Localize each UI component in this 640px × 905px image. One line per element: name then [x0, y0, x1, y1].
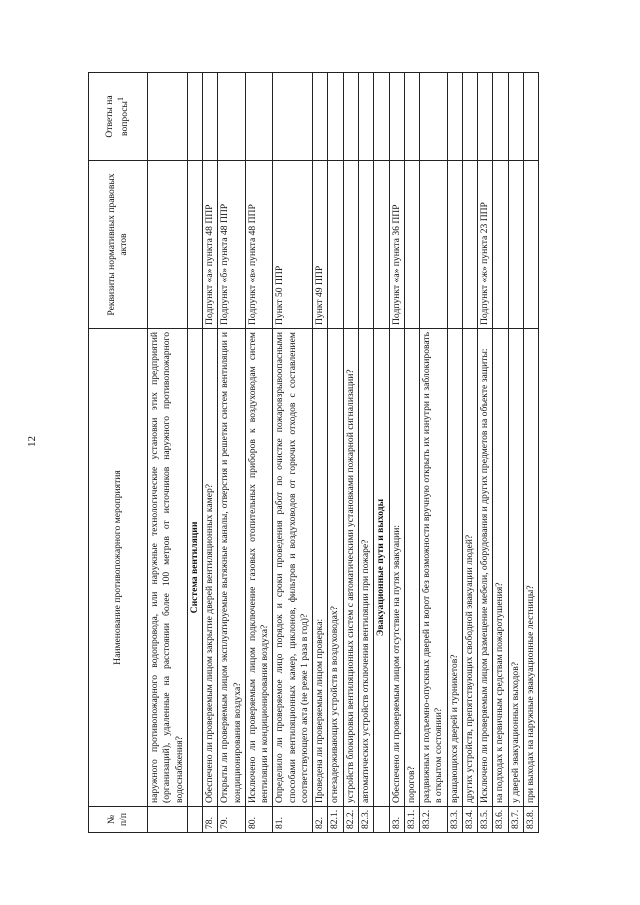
- section-row: [374, 73, 389, 833]
- legal-requisites: [447, 161, 462, 329]
- answer-cell[interactable]: [508, 73, 523, 161]
- header-number: № п/п: [89, 807, 148, 833]
- row-number: 79.: [218, 807, 246, 833]
- legal-requisites: Пункт 49 ППР: [313, 161, 328, 329]
- answer-cell[interactable]: [447, 73, 462, 161]
- answer-cell[interactable]: [313, 73, 328, 161]
- measure-name: Определило ли проверяемое лицо порядок и сроки проведения работ по очистке пожаровзрывоопасными способами вентиляционных камер, циклонов, фильтров и воздуховодов от горючих отходов с составлением соответствующего акта (не реже 1 раза в год)?: [273, 329, 313, 807]
- row-number: 83.7.: [508, 807, 523, 833]
- measure-name: огнезадерживающих устройств в воздуховодах?: [328, 329, 343, 807]
- table-row: [462, 73, 477, 833]
- table-row: [273, 73, 313, 833]
- answer-cell[interactable]: [273, 73, 313, 161]
- section-blank-cell: [374, 807, 389, 833]
- answer-cell[interactable]: [478, 73, 493, 161]
- legal-requisites: [328, 161, 343, 329]
- measure-name: на подходах к первичным средствам пожаротушения?: [493, 329, 508, 807]
- table-row: [389, 73, 404, 833]
- legal-requisites: [508, 161, 523, 329]
- measure-name: Обеспечено ли проверяемым лицом закрытие дверей вентиляционных камер?: [203, 329, 218, 807]
- answer-cell[interactable]: [203, 73, 218, 161]
- section-title: Эвакуационные пути и выходы: [374, 329, 389, 807]
- table-row: [203, 73, 218, 833]
- legal-requisites: Пункт 50 ППР: [273, 161, 313, 329]
- answer-cell[interactable]: [389, 73, 404, 161]
- measure-name: устройств блокировки вентиляционных систем с автоматическими установками пожарной сигнализации?: [343, 329, 358, 807]
- table-row: [358, 73, 373, 833]
- section-blank-cell: [374, 161, 389, 329]
- table-row: [404, 73, 419, 833]
- row-number: 83.3.: [447, 807, 462, 833]
- table-row: [478, 73, 493, 833]
- measure-name: других устройств, препятствующих свободной эвакуации людей?: [462, 329, 477, 807]
- answer-cell[interactable]: [462, 73, 477, 161]
- table-row: [148, 73, 188, 833]
- table-row: [493, 73, 508, 833]
- table-row: [523, 73, 538, 833]
- table-body: [148, 73, 539, 833]
- row-number: 81.: [273, 807, 313, 833]
- answer-cell[interactable]: [358, 73, 373, 161]
- measure-name: автоматических устройств отключения вентиляции при пожаре?: [358, 329, 373, 807]
- row-number: 78.: [203, 807, 218, 833]
- measure-name: при выходах на наружные эвакуационные лестницы?: [523, 329, 538, 807]
- answer-cell[interactable]: [148, 73, 188, 161]
- table-row: [420, 73, 448, 833]
- row-number: 82.1.: [328, 807, 343, 833]
- answer-cell[interactable]: [343, 73, 358, 161]
- measure-name: раздвижных и подъемно-опускных дверей и ворот без возможности вручную открыть их изнутри и заблокировать в открытом состоянии?: [420, 329, 448, 807]
- page-number: 12: [26, 436, 38, 447]
- row-number: 83.2.: [420, 807, 448, 833]
- header-measure-name: Наименование противопожарного мероприятия: [89, 329, 148, 807]
- legal-requisites: [420, 161, 448, 329]
- table-row: [343, 73, 358, 833]
- row-number: [148, 807, 188, 833]
- section-blank-cell: [187, 161, 202, 329]
- row-number: 80.: [245, 807, 273, 833]
- row-number: 82.2.: [343, 807, 358, 833]
- section-blank-cell: [187, 73, 202, 161]
- rotated-checklist-page: [88, 73, 568, 833]
- section-blank-cell: [187, 807, 202, 833]
- legal-requisites: [462, 161, 477, 329]
- answer-cell[interactable]: [218, 73, 246, 161]
- measure-name: наружного противопожарного водопровода, или наружные технологические установки этих предприятий (организаций), удаленные на расстоянии более 100 метров от источников наружного противопожарного водоснабжения?: [148, 329, 188, 807]
- answer-cell[interactable]: [245, 73, 273, 161]
- legal-requisites: [358, 161, 373, 329]
- legal-requisites: Подпункт «б» пункта 48 ППР: [218, 161, 246, 329]
- row-number: 82.: [313, 807, 328, 833]
- measure-name: Проведена ли проверяемым лицом проверка:: [313, 329, 328, 807]
- footnote-marker: 1: [116, 97, 126, 102]
- measure-name: Открыты ли проверяемым лицом эксплуатируемые вытяжные каналы, отверстия и решетки систем вентиляции и кондиционирования воздуха?: [218, 329, 246, 807]
- answer-cell[interactable]: [420, 73, 448, 161]
- header-requisites: Реквизиты нормативных правовых актов: [89, 161, 148, 329]
- legal-requisites: Подпункт «ж» пункта 23 ППР: [478, 161, 493, 329]
- table-row: [313, 73, 328, 833]
- measure-name: порогов?: [404, 329, 419, 807]
- measure-name: у дверей эвакуационных выходов?: [508, 329, 523, 807]
- table-row: [447, 73, 462, 833]
- section-row: [187, 73, 202, 833]
- legal-requisites: [404, 161, 419, 329]
- row-number: 83.5.: [478, 807, 493, 833]
- legal-requisites: [523, 161, 538, 329]
- measure-name: Исключено ли проверяемым лицом подключение газовых отопительных приборов к воздуховодам систем вентиляции и кондиционирования воздуха?: [245, 329, 273, 807]
- legal-requisites: [148, 161, 188, 329]
- table-row: [328, 73, 343, 833]
- row-number: 83.8.: [523, 807, 538, 833]
- answer-cell[interactable]: [523, 73, 538, 161]
- table-header-row: [89, 73, 148, 833]
- row-number: 83.1.: [404, 807, 419, 833]
- legal-requisites: [343, 161, 358, 329]
- legal-requisites: Подпункт «а» пункта 48 ППР: [203, 161, 218, 329]
- measure-name: вращающихся дверей и турникетов?: [447, 329, 462, 807]
- header-answers-label: Ответы на вопросы: [104, 95, 131, 138]
- legal-requisites: Подпункт «а» пункта 36 ППР: [389, 161, 404, 329]
- measure-name: Исключено ли проверяемым лицом размещение мебели, оборудования и других предметов на объекте защиты:: [478, 329, 493, 807]
- table-row: [508, 73, 523, 833]
- row-number: 83.6.: [493, 807, 508, 833]
- legal-requisites: [493, 161, 508, 329]
- answer-cell[interactable]: [493, 73, 508, 161]
- row-number: 83.4.: [462, 807, 477, 833]
- answer-cell[interactable]: [328, 73, 343, 161]
- answer-cell[interactable]: [404, 73, 419, 161]
- fire-safety-checklist-table: [88, 72, 539, 833]
- row-number: 82.3.: [358, 807, 373, 833]
- table-row: [218, 73, 246, 833]
- header-answers: [89, 73, 148, 161]
- section-blank-cell: [374, 73, 389, 161]
- legal-requisites: Подпункт «в» пункта 48 ППР: [245, 161, 273, 329]
- section-title: Система вентиляции: [187, 329, 202, 807]
- row-number: 83.: [389, 807, 404, 833]
- table-row: [245, 73, 273, 833]
- measure-name: Обеспечено ли проверяемым лицом отсутствие на путях эвакуации:: [389, 329, 404, 807]
